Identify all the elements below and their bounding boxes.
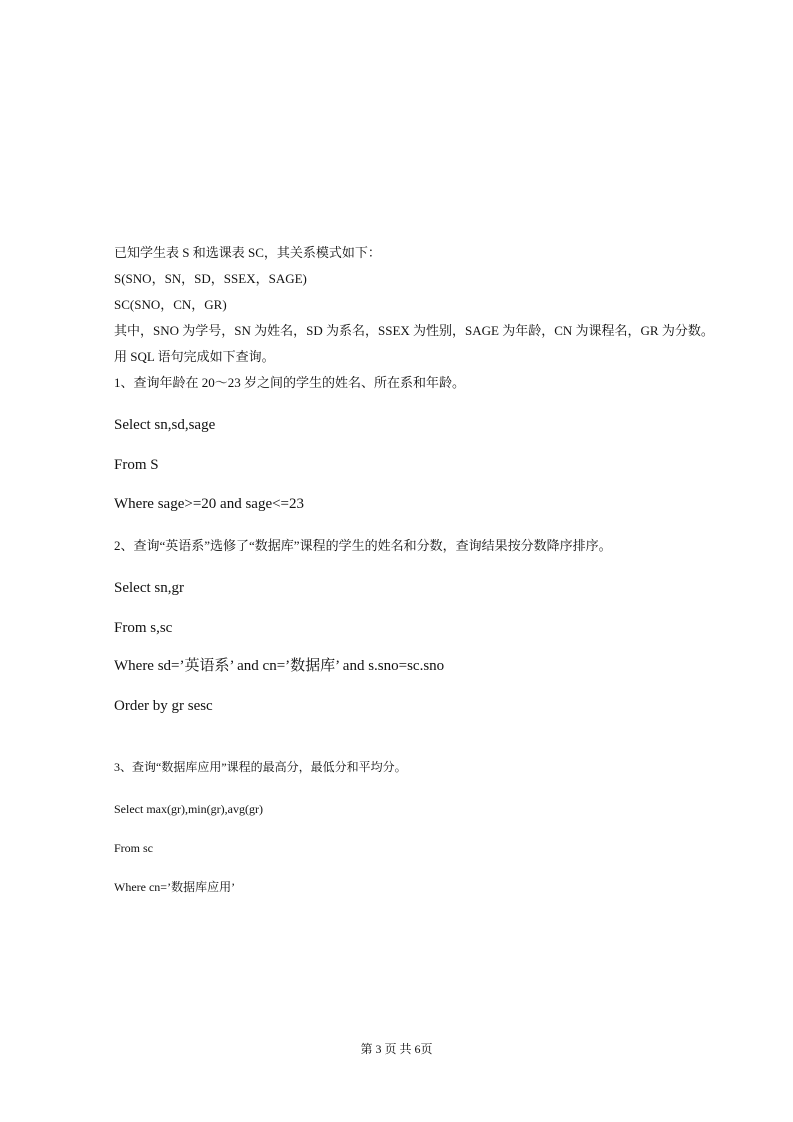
sql-line: From S	[114, 457, 159, 473]
intro-line-tables: 已知学生表 S 和选课表 SC，其关系模式如下：	[114, 245, 381, 260]
intro-line-fields: 其中，SNO 为学号，SN 为姓名，SD 为系名，SSEX 为性别，SAGE 为年龄，CN 为课程名，GR 为分数。	[114, 323, 714, 338]
sql-line: Select max(gr),min(gr),avg(gr)	[114, 802, 263, 816]
sql-line: Where cn=’数据库应用’	[114, 880, 236, 894]
sql-line: From sc	[114, 841, 153, 855]
question-prompt: 2、查询“英语系”选修了“数据库”课程的学生的姓名和分数，查询结果按分数降序排序。	[114, 538, 612, 553]
sql-line: Select sn,gr	[114, 580, 184, 596]
sql-line: Select sn,sd,sage	[114, 417, 216, 433]
sql-line: Order by gr sesc	[114, 698, 213, 714]
sql-line: Where sage>=20 and sage<=23	[114, 496, 305, 512]
sql-line: From s,sc	[114, 620, 173, 636]
schema-s: S(SNO，SN，SD，SSEX，SAGE)	[114, 271, 307, 286]
sql-line: Where sd=’英语系’ and cn=’数据库’ and s.sno=sc.sno	[114, 658, 445, 674]
schema-sc: SC(SNO，CN，GR)	[114, 297, 227, 312]
question-prompt: 3、查询“数据库应用”课程的最高分，最低分和平均分。	[114, 760, 407, 774]
question-prompt: 1、查询年龄在 20～23 岁之间的学生的姓名、所在系和年龄。	[114, 375, 466, 390]
page-number-footer: 第 3 页 共 6页	[360, 1042, 433, 1056]
intro-line-instruction: 用 SQL 语句完成如下查询。	[114, 349, 275, 364]
